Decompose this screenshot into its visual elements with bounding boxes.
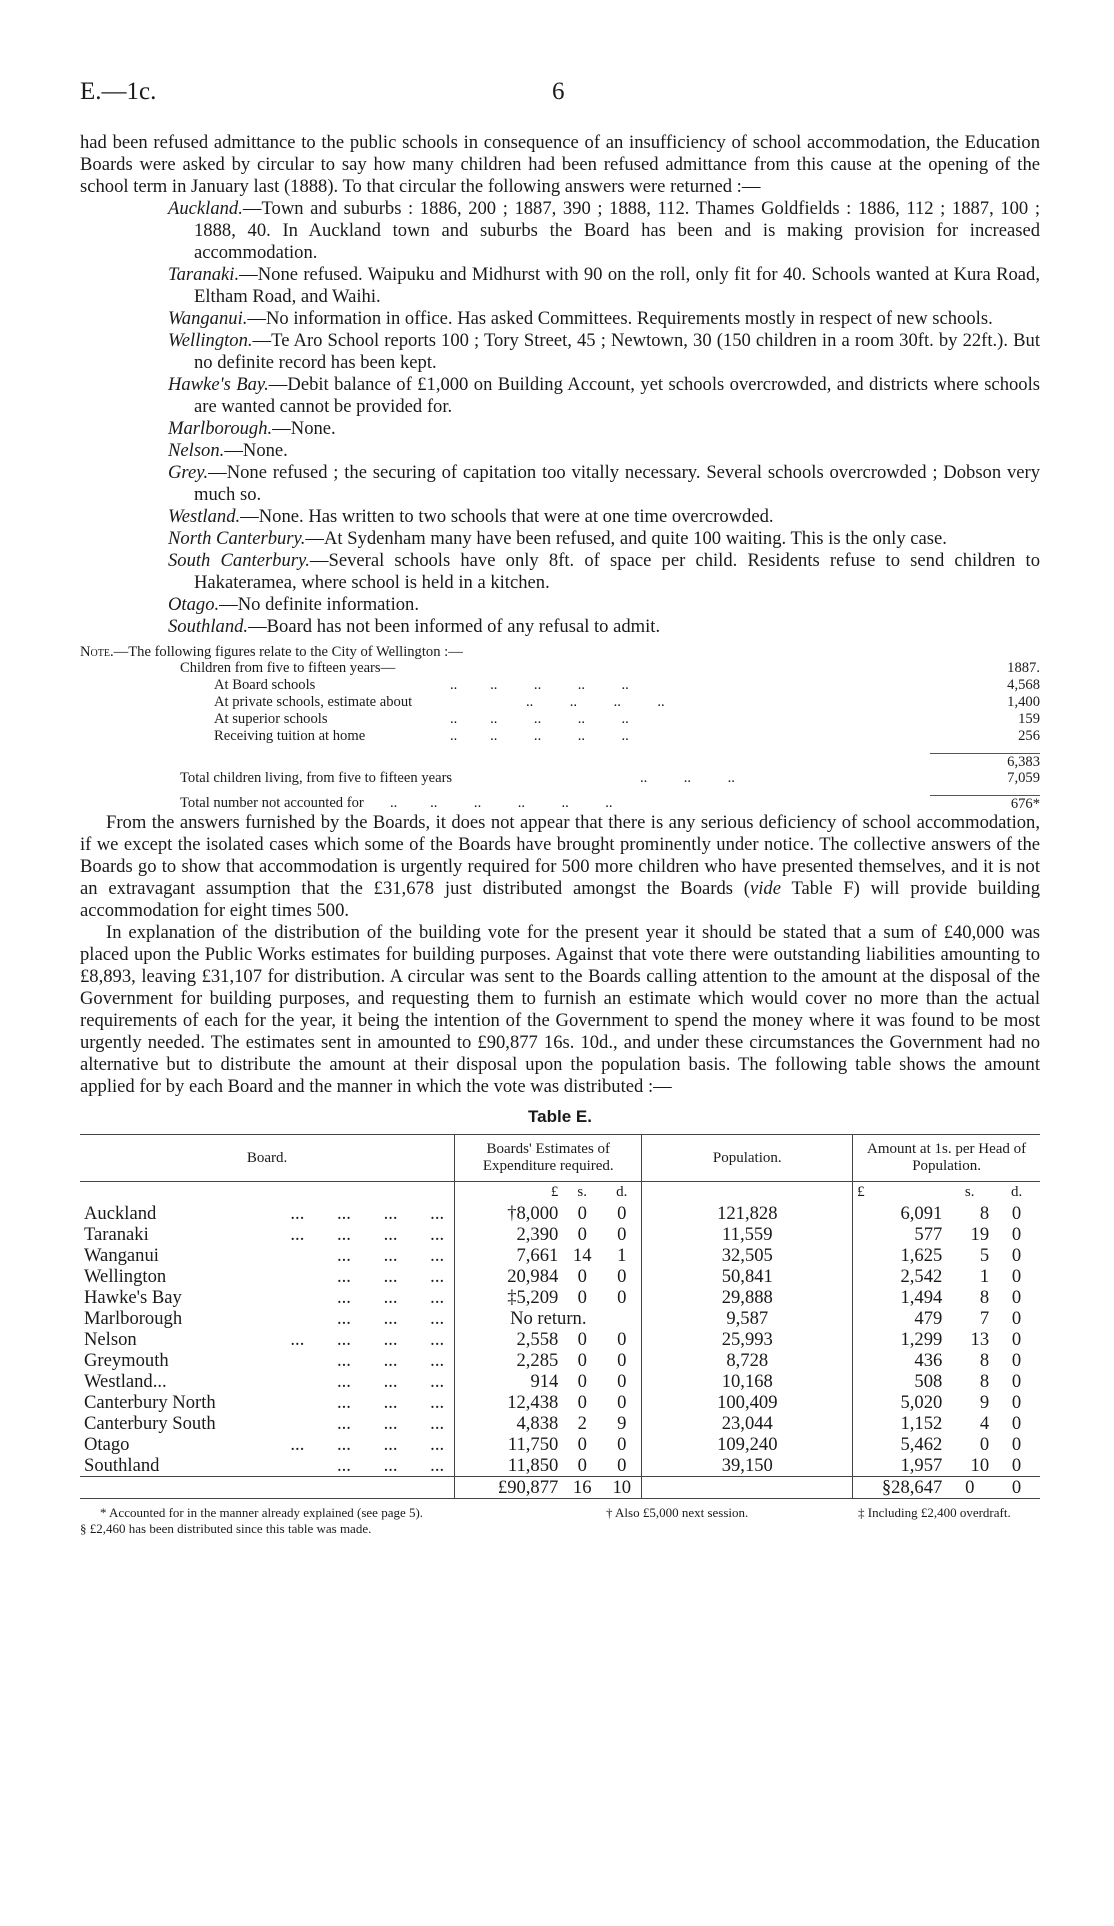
return-place: Taranaki. <box>168 264 240 285</box>
board-cell <box>80 1329 455 1350</box>
total-amt-shillings: 0 <box>946 1477 993 1499</box>
note-row-label: Receiving tuition at home <box>214 728 366 744</box>
estimate-shillings: 2 <box>577 1413 587 1434</box>
header-estimates: Boards' Estimates of Expenditure required. <box>455 1135 642 1182</box>
return-text: —At Sydenham many have been refused, and quite 100 waiting. This is the only case. <box>305 528 947 549</box>
dot-leader: ... ... ... <box>336 1455 445 1476</box>
note-row <box>80 728 1040 745</box>
dot-leader: ... ... ... <box>336 1287 445 1308</box>
note-unaccounted-value: 676* <box>930 795 1040 812</box>
board-returns-list <box>168 198 1040 638</box>
estimate-shillings: 0 <box>577 1266 587 1287</box>
return-item <box>168 528 1040 550</box>
amount-shillings: 19 <box>970 1224 990 1245</box>
dot-leader: ... ... ... ... <box>290 1329 445 1350</box>
amount-pence: 0 <box>1011 1434 1022 1455</box>
return-text: —None refused ; the securing of capitation too vitally necessary. Several schools overcrowded ; Dobson very much so. <box>194 462 1040 505</box>
note-subheading: Children from five to fifteen years— <box>180 660 396 676</box>
return-place: Southland. <box>168 616 249 637</box>
footnote-star: * Accounted for in the manner already explained (see page 5). <box>100 1505 424 1520</box>
board-cell <box>80 1371 455 1392</box>
estimate-pence: 0 <box>617 1224 627 1245</box>
return-text: —Town and suburbs : 1886, 200 ; 1887, 390 ; 1888, 112. Thames Goldfields : 1886, 112 ; 1887, 100 ; 1888, 40. In Auckland town and suburbs the Board has been and is making provision for increased accommodation. <box>194 198 1040 263</box>
dot-leader: .. .. .. .. .. <box>450 728 629 744</box>
board-cell <box>80 1224 455 1245</box>
return-item <box>168 374 1040 418</box>
table-row <box>80 1434 1040 1455</box>
population-cell: 11,559 <box>642 1224 853 1245</box>
amount-shillings: 5 <box>979 1245 990 1266</box>
table-row <box>80 1308 1040 1329</box>
board-name: Marlborough <box>84 1308 183 1329</box>
page-header <box>80 78 1034 108</box>
return-item <box>168 616 1040 638</box>
amount-pence: 0 <box>1011 1371 1022 1392</box>
amount-pence: 0 <box>1011 1224 1022 1245</box>
table-title: Table E. <box>528 1107 592 1126</box>
board-name: Taranaki <box>84 1224 149 1245</box>
dot-leader: .. .. .. <box>640 770 735 786</box>
note-unaccounted-row <box>80 795 1040 812</box>
amount-pence: 0 <box>1011 1308 1022 1329</box>
dot-leader: ... ... ... <box>336 1413 445 1434</box>
estimate-shillings: 0 <box>577 1224 587 1245</box>
note-lead <box>80 644 1040 660</box>
return-item <box>168 506 1040 528</box>
note-row-value: 1,400 <box>1007 694 1040 710</box>
table-row <box>80 1245 1040 1266</box>
board-name: Canterbury North <box>84 1392 216 1413</box>
table-body <box>80 1203 1040 1477</box>
estimate-no-return: No return. <box>455 1308 642 1329</box>
board-name: Auckland <box>84 1203 157 1224</box>
building-vote-paragraph: In explanation of the distribution of the building vote for the present year it should be stated that a sum of £40,000 was placed upon the Public Works estimates for building purposes. Against that vote there were outstanding liabilities amounting to £8,893, leaving £31,107 for distribution. A circular was sent to the Boards calling attention to the amount at the disposal of the Government for building purposes, and requesting them to furnish an estimate which would cover no more than the actual requirements of each for the year, it being the intention of the Government to spend the money where it was found to be most urgently needed. The estimates sent in amounted to £90,877 16s. 10d., and under these circumstances the Government had no alternative but to distribute the amount at their disposal upon the population basis. The following table shows the amount applied for by each Board and the manner in which the vote was distributed :— <box>80 922 1040 1097</box>
amount-pence: 0 <box>1011 1203 1022 1224</box>
amount-shillings: 1 <box>979 1266 990 1287</box>
return-text: —Debit balance of £1,000 on Building Account, yet schools overcrowded, and districts where schools are wanted cannot be provided for. <box>194 374 1040 417</box>
estimate-shillings: 0 <box>577 1287 587 1308</box>
board-cell <box>80 1350 455 1371</box>
estimate-pounds: 2,285 <box>455 1350 563 1371</box>
amount-shillings: 9 <box>979 1392 990 1413</box>
dot-leader: .. .. .. .. <box>526 694 665 710</box>
amount-pounds: 1,957 <box>853 1455 947 1477</box>
estimate-shillings: 0 <box>577 1350 587 1371</box>
table-row <box>80 1350 1040 1371</box>
amount-shillings: 8 <box>979 1287 990 1308</box>
estimate-shillings: 0 <box>577 1203 587 1224</box>
population-cell: 109,240 <box>642 1434 853 1455</box>
note-row-label: At superior schools <box>214 711 328 727</box>
total-est-shillings: 16 <box>562 1477 602 1499</box>
return-text: —Board has not been informed of any refusal to admit. <box>248 616 661 637</box>
return-text: —No information in office. Has asked Committees. Requirements mostly in respect of new schools. <box>247 308 993 329</box>
amount-pounds: 5,020 <box>853 1392 947 1413</box>
return-text: —None. <box>272 418 336 439</box>
population-cell: 100,409 <box>642 1392 853 1413</box>
amount-pounds: 577 <box>853 1224 947 1245</box>
population-cell: 10,168 <box>642 1371 853 1392</box>
board-name: Greymouth <box>84 1350 169 1371</box>
estimate-pounds: 12,438 <box>455 1392 563 1413</box>
return-text: —Several schools have only 8ft. of space per child. Residents refuse to send children to Hakateramea, where school is held in a kitchen. <box>194 550 1040 593</box>
note-label: Note. <box>80 644 114 660</box>
accommodation-text-end: Table F) will provide building accommodation for eight times 500. <box>80 878 1040 921</box>
unit-shillings: s. <box>577 1184 588 1200</box>
note-year: 1887. <box>1007 660 1040 676</box>
wellington-note <box>80 644 1040 812</box>
return-text: —None. Has written to two schools that were at one time overcrowded. <box>240 506 774 527</box>
return-place: Hawke's Bay. <box>168 374 269 395</box>
document-reference: E.—1c. <box>80 78 157 105</box>
dot-leader: ... ... ... ... <box>290 1434 445 1455</box>
return-place: Auckland. <box>168 198 243 219</box>
population-cell: 8,728 <box>642 1350 853 1371</box>
note-unaccounted-label: Total number not accounted for <box>180 795 364 811</box>
board-name: Canterbury South <box>84 1413 216 1434</box>
dot-leader: .. .. .. .. .. <box>450 711 629 727</box>
unit-shillings: s. <box>964 1184 975 1200</box>
note-row-value: 159 <box>1018 711 1040 727</box>
board-name: Otago <box>84 1434 130 1455</box>
board-cell <box>80 1266 455 1287</box>
return-place: Grey. <box>168 462 209 483</box>
total-est-pence: 10 <box>602 1477 642 1499</box>
return-item <box>168 330 1040 374</box>
footnote-double-dagger: ‡ Including £2,400 overdraft. <box>858 1505 1011 1520</box>
return-item <box>168 594 1040 616</box>
amount-pence: 0 <box>1011 1413 1022 1434</box>
dot-leader: ... ... ... ... <box>290 1203 445 1224</box>
board-name: Hawke's Bay <box>84 1287 182 1308</box>
estimate-pounds: 914 <box>455 1371 563 1392</box>
unit-pence: d. <box>1010 1184 1023 1200</box>
board-cell <box>80 1245 455 1266</box>
board-cell <box>80 1434 455 1455</box>
dot-leader: ... ... ... <box>336 1371 445 1392</box>
table-row <box>80 1392 1040 1413</box>
amount-shillings: 10 <box>970 1455 990 1476</box>
estimate-pence: 0 <box>617 1455 627 1476</box>
amount-shillings: 8 <box>979 1203 990 1224</box>
vide-text: vide <box>750 878 781 899</box>
board-cell <box>80 1308 455 1329</box>
amount-pence: 0 <box>1011 1287 1022 1308</box>
header-population: Population. <box>642 1135 853 1182</box>
dot-leader: .. .. .. .. .. .. <box>390 795 613 811</box>
estimate-pounds: 7,661 <box>455 1245 563 1266</box>
return-place: South Canterbury. <box>168 550 310 571</box>
return-text: —None refused. Waipuku and Midhurst with 90 on the roll, only fit for 40. Schools wanted at Kura Road, Eltham Road, and Waihi. <box>194 264 1040 307</box>
amount-pounds: 5,462 <box>853 1434 947 1455</box>
return-item <box>168 462 1040 506</box>
return-item <box>168 440 1040 462</box>
table-row <box>80 1371 1040 1392</box>
note-row-value: 256 <box>1018 728 1040 744</box>
dot-leader: .. .. .. .. .. <box>450 677 629 693</box>
amount-pounds: 436 <box>853 1350 947 1371</box>
amount-pounds: 2,542 <box>853 1266 947 1287</box>
return-place: Wellington. <box>168 330 253 351</box>
header-amount: Amount at 1s. per Head of Population. <box>853 1135 1040 1182</box>
return-item <box>168 308 1040 330</box>
table-footnotes <box>80 1505 1040 1539</box>
intro-paragraph: had been refused admittance to the public schools in consequence of an insufficiency of school accommodation, the Education Boards were asked by circular to say how many children had been refused admittance from this cause at the opening of the school term in January last (1888). To that circular the following answers were returned :— <box>80 132 1040 197</box>
total-amt-pounds: §28,647 <box>853 1477 947 1499</box>
table-row <box>80 1329 1040 1350</box>
population-cell: 50,841 <box>642 1266 853 1287</box>
note-total-row <box>80 770 1040 787</box>
amount-pounds: 1,494 <box>853 1287 947 1308</box>
estimate-pounds: ‡5,209 <box>455 1287 563 1308</box>
amount-shillings: 4 <box>979 1413 990 1434</box>
amount-pounds: 479 <box>853 1308 947 1329</box>
population-cell: 29,888 <box>642 1287 853 1308</box>
footnote-dagger: † Also £5,000 next session. <box>606 1505 749 1520</box>
table-e <box>80 1134 1040 1499</box>
estimate-shillings: 14 <box>572 1245 592 1266</box>
note-total-label: Total children living, from five to fifteen years <box>180 770 453 786</box>
estimate-pence: 1 <box>617 1245 627 1266</box>
board-name: Nelson <box>84 1329 137 1350</box>
note-row-value: 4,568 <box>1007 677 1040 693</box>
return-place: Marlborough. <box>168 418 273 439</box>
total-amt-pence: 0 <box>993 1477 1040 1499</box>
amount-shillings: 8 <box>979 1350 990 1371</box>
dot-leader: ... ... ... <box>336 1350 445 1371</box>
estimate-pence: 9 <box>617 1413 627 1434</box>
amount-shillings: 0 <box>979 1434 990 1455</box>
amount-pence: 0 <box>1011 1245 1022 1266</box>
return-place: North Canterbury. <box>168 528 306 549</box>
dot-leader: ... ... ... <box>336 1308 445 1329</box>
note-subheading-row <box>80 660 1040 677</box>
return-place: Westland. <box>168 506 241 527</box>
amount-pence: 0 <box>1011 1350 1022 1371</box>
estimate-pounds: 11,850 <box>455 1455 563 1477</box>
estimate-pounds: 20,984 <box>455 1266 563 1287</box>
return-place: Wanganui. <box>168 308 248 329</box>
board-name: Wanganui <box>84 1245 159 1266</box>
board-name: Southland <box>84 1455 160 1476</box>
table-row <box>80 1455 1040 1477</box>
estimate-shillings: 0 <box>577 1455 587 1476</box>
note-row <box>80 711 1040 728</box>
totals-row <box>80 1477 1040 1499</box>
dot-leader: ... ... ... <box>336 1245 445 1266</box>
amount-shillings: 7 <box>979 1308 990 1329</box>
return-place: Nelson. <box>168 440 225 461</box>
table-row <box>80 1287 1040 1308</box>
estimate-pence: 0 <box>617 1266 627 1287</box>
page-number: 6 <box>552 78 565 105</box>
estimate-pence: 0 <box>617 1392 627 1413</box>
population-cell: 9,587 <box>642 1308 853 1329</box>
note-row-label: At private schools, estimate about <box>214 694 413 710</box>
amount-pounds: 508 <box>853 1371 947 1392</box>
return-item <box>168 550 1040 594</box>
population-cell: 39,150 <box>642 1455 853 1477</box>
note-total-value: 7,059 <box>1007 770 1040 786</box>
estimate-pence: 0 <box>617 1329 627 1350</box>
estimate-pence: 0 <box>617 1371 627 1392</box>
estimate-pence: 0 <box>617 1287 627 1308</box>
board-cell <box>80 1455 455 1477</box>
amount-pounds: 6,091 <box>853 1203 947 1224</box>
amount-shillings: 13 <box>970 1329 990 1350</box>
table-row <box>80 1413 1040 1434</box>
unit-pounds: £ <box>455 1182 563 1204</box>
population-cell: 23,044 <box>642 1413 853 1434</box>
return-text: —None. <box>224 440 288 461</box>
unit-pence: d. <box>616 1184 628 1200</box>
estimate-pence: 0 <box>617 1434 627 1455</box>
accommodation-text: From the answers furnished by the Boards, it does not appear that there is any serious deficiency of school accommodation, if we except the isolated cases which some of the Boards have brought prominently under notice. The collective answers of the Boards go to show that accommodation is urgently required for 500 more children who have presented themselves, and it is not an extravagant assumption that the £31,678 just distributed amongst the Boards ( <box>80 812 1040 899</box>
return-item <box>168 198 1040 264</box>
board-name: Westland... <box>84 1371 167 1392</box>
estimate-pence: 0 <box>617 1203 627 1224</box>
return-item <box>168 264 1040 308</box>
board-cell <box>80 1413 455 1434</box>
page-body <box>80 132 1040 1539</box>
estimate-pounds: 4,838 <box>455 1413 563 1434</box>
note-subtotal-row <box>80 753 1040 770</box>
amount-pence: 0 <box>1011 1455 1022 1476</box>
dot-leader: ... ... ... <box>336 1392 445 1413</box>
population-cell: 121,828 <box>642 1203 853 1224</box>
population-cell: 25,993 <box>642 1329 853 1350</box>
table-header-row <box>80 1135 1040 1182</box>
board-cell <box>80 1392 455 1413</box>
board-cell <box>80 1203 455 1224</box>
table-row <box>80 1203 1040 1224</box>
table-row <box>80 1266 1040 1287</box>
return-text: —No definite information. <box>219 594 419 615</box>
note-row <box>80 677 1040 694</box>
estimate-pounds: 11,750 <box>455 1434 563 1455</box>
note-row-label: At Board schools <box>214 677 316 693</box>
amount-pounds: 1,152 <box>853 1413 947 1434</box>
amount-pounds: 1,625 <box>853 1245 947 1266</box>
amount-pence: 0 <box>1011 1392 1022 1413</box>
amount-pounds: 1,299 <box>853 1329 947 1350</box>
note-subtotal: 6,383 <box>930 753 1040 770</box>
population-cell: 32,505 <box>642 1245 853 1266</box>
total-est-pounds: £90,877 <box>455 1477 563 1499</box>
estimate-pence: 0 <box>617 1350 627 1371</box>
return-item <box>168 418 1040 440</box>
estimate-shillings: 0 <box>577 1329 587 1350</box>
accommodation-paragraph <box>80 812 1040 922</box>
note-lead-text: —The following figures relate to the City of Wellington :— <box>113 644 463 660</box>
header-board: Board. <box>80 1135 455 1182</box>
note-row <box>80 694 1040 711</box>
table-row <box>80 1224 1040 1245</box>
amount-shillings: 8 <box>979 1371 990 1392</box>
estimate-shillings: 0 <box>577 1371 587 1392</box>
dot-leader: ... ... ... <box>336 1266 445 1287</box>
estimate-shillings: 0 <box>577 1392 587 1413</box>
board-name: Wellington <box>84 1266 167 1287</box>
return-place: Otago. <box>168 594 220 615</box>
dot-leader: ... ... ... ... <box>290 1224 445 1245</box>
estimate-shillings: 0 <box>577 1434 587 1455</box>
amount-pence: 0 <box>1011 1329 1022 1350</box>
return-text: —Te Aro School reports 100 ; Tory Street, 45 ; Newtown, 30 (150 children in a room 30ft. by 22ft.). But no definite record has been kept. <box>194 330 1040 373</box>
estimate-pounds: 2,390 <box>455 1224 563 1245</box>
units-row <box>80 1182 1040 1204</box>
board-cell <box>80 1287 455 1308</box>
footnote-section: § £2,460 has been distributed since this table was made. <box>80 1521 372 1536</box>
estimate-pounds: 2,558 <box>455 1329 563 1350</box>
unit-pounds: £ <box>853 1182 947 1204</box>
estimate-pounds: †8,000 <box>455 1203 563 1224</box>
amount-pence: 0 <box>1011 1266 1022 1287</box>
